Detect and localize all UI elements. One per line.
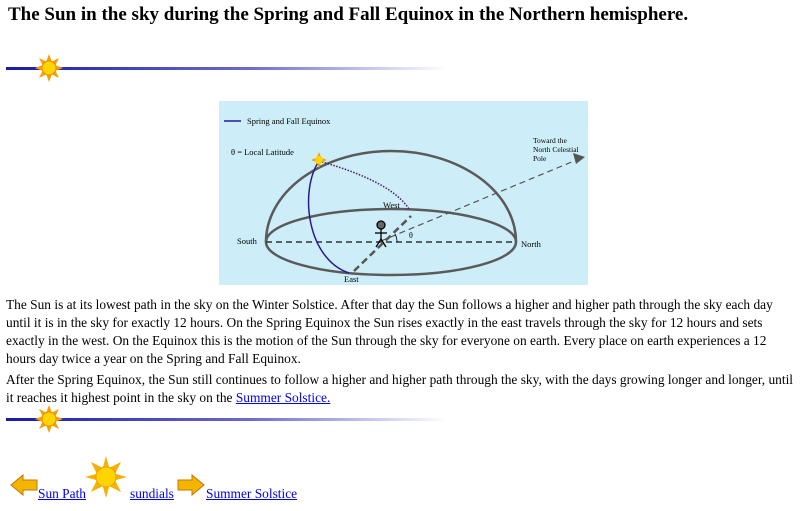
equinox-diagram — [219, 101, 588, 285]
sun-divider-bottom — [6, 405, 446, 435]
paragraph-winter-solstice: The Sun is at its lowest path in the sky on the Winter Solstice. After that day the Sun follows a higher and higher path through the sky each day until it is in the sky for exactly 12 hours. On the Spring Equinox the Sun rises exactly in the east travels through the sky for 12 hours and sets exactly in the west. On the Equinox this is the motion of the Sun through the sky for everyone on earth. Every place on earth experiences a 12 hours day twice a year on the Spring and Fall Equinox. — [6, 297, 773, 366]
east-label: East — [344, 274, 359, 284]
footer-navigation — [0, 455, 800, 511]
sun-icon — [35, 54, 63, 82]
pole-label-line3: Pole — [533, 154, 547, 163]
sun-icon — [35, 405, 63, 433]
summer-solstice-nav-link[interactable]: Summer Solstice — [206, 486, 298, 501]
pole-label-line1: Toward the — [533, 136, 567, 145]
arrow-left-icon[interactable] — [10, 473, 38, 497]
west-label: West — [383, 200, 400, 210]
south-label: South — [237, 236, 257, 246]
sky-background — [219, 101, 588, 285]
paragraph-text: After the Spring Equinox, the Sun still continues to follow a higher and higher path through the sky, with the days growing longer and longer, until it reaches it highest point in the sky on the — [6, 372, 794, 405]
legend-label: Spring and Fall Equinox — [247, 116, 331, 126]
sun-path-link[interactable]: Sun Path — [38, 486, 86, 501]
pole-label-line2: North Celestial — [533, 145, 579, 154]
summer-solstice-link[interactable]: Summer Solstice. — [235, 390, 331, 405]
page-title: The Sun in the sky during the Spring and Fall Equinox in the Northern hemisphere. — [8, 4, 689, 25]
north-label: North — [521, 239, 541, 249]
paragraph-after-equinox — [6, 371, 798, 407]
theta-label: θ — [409, 231, 413, 240]
latitude-note: θ = Local Latitude — [231, 147, 294, 157]
arrow-right-icon[interactable] — [177, 473, 205, 497]
sun-divider — [6, 54, 446, 84]
sundials-link[interactable]: sundials — [130, 486, 174, 501]
sun-icon[interactable] — [84, 455, 128, 499]
